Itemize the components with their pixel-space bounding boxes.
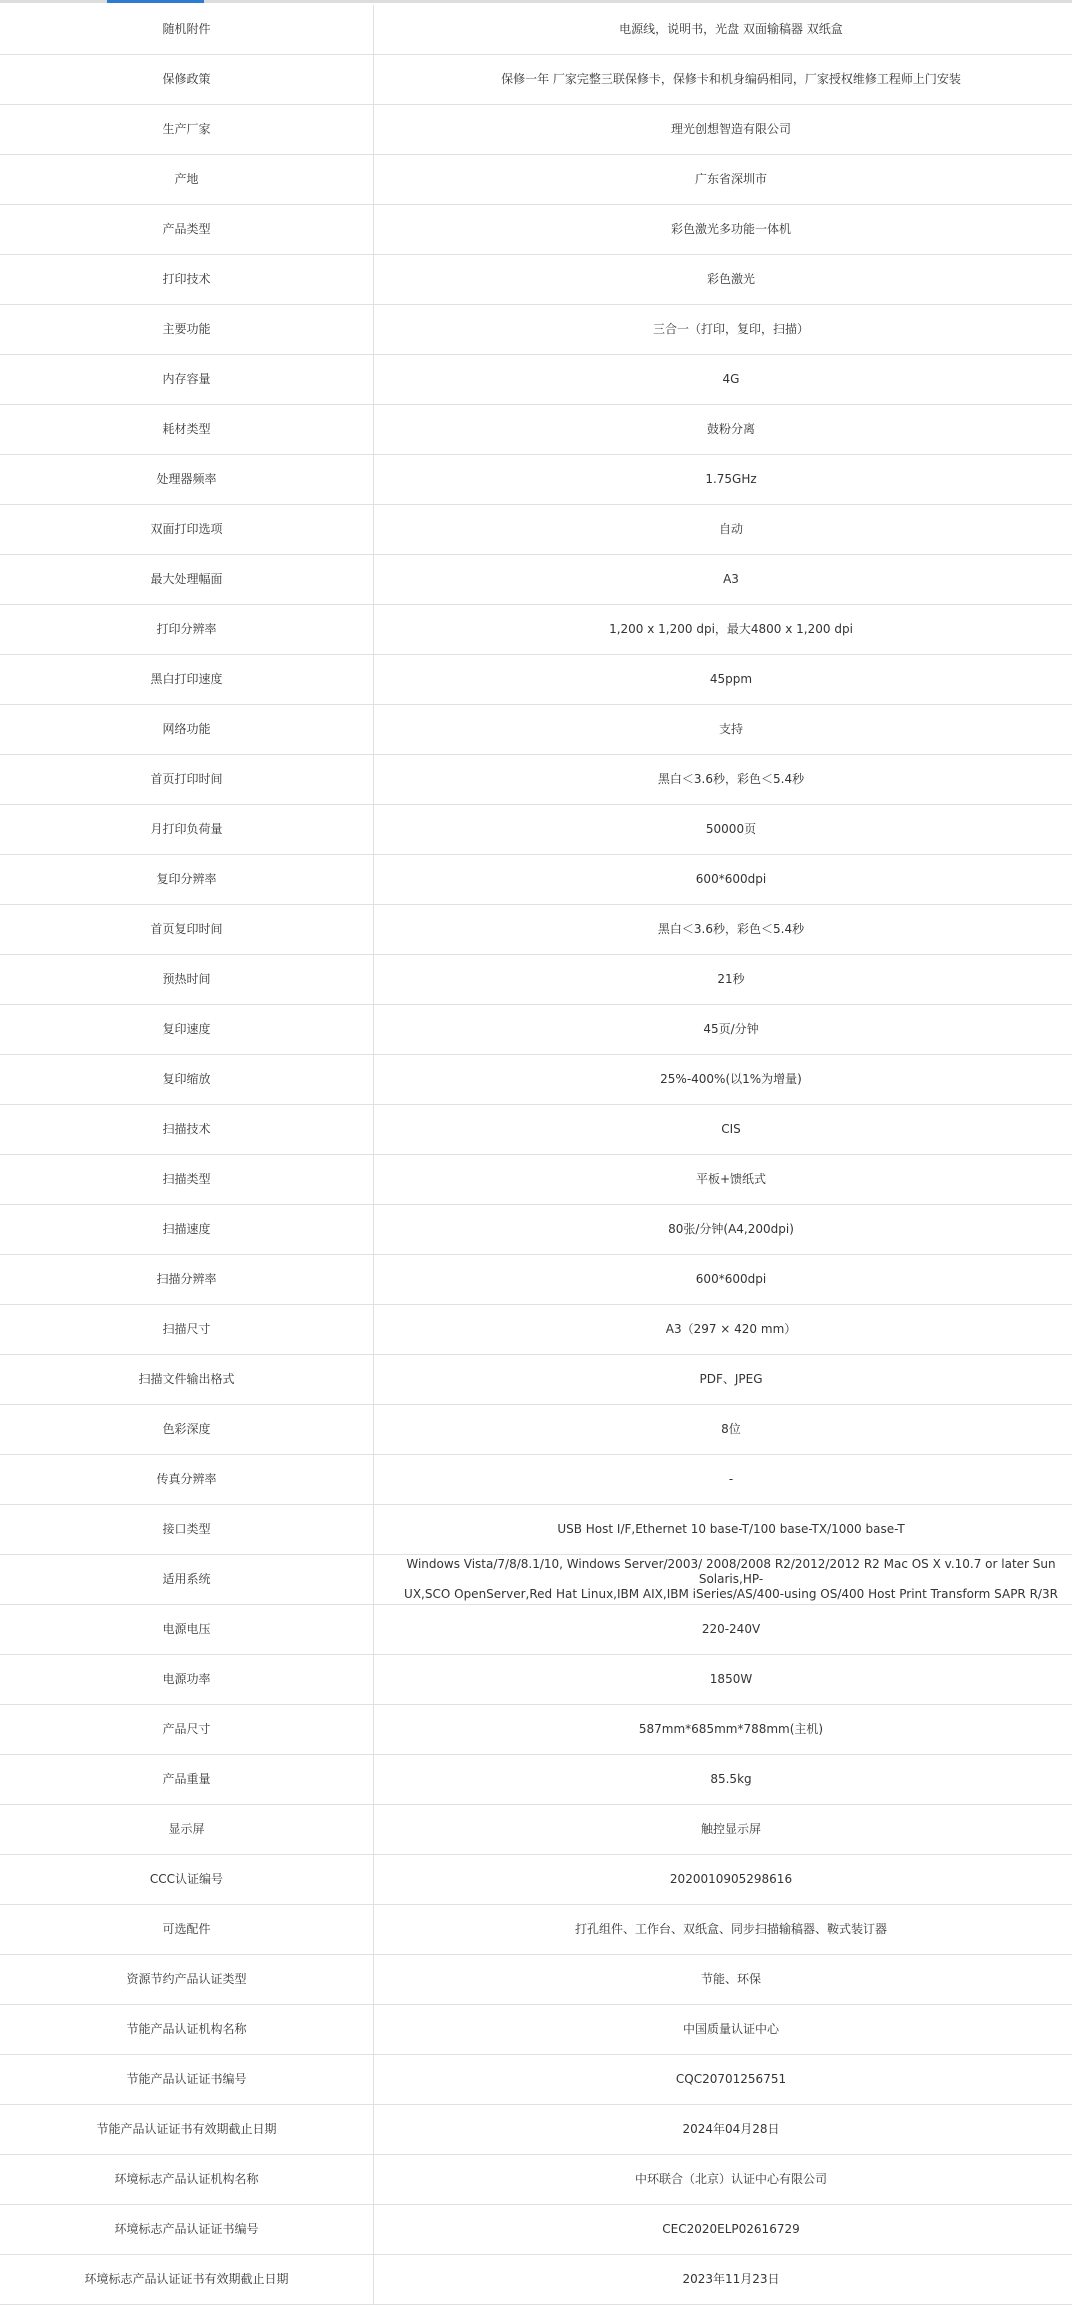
spec-row bbox=[0, 955, 1072, 1005]
spec-value: CIS bbox=[374, 1105, 1072, 1155]
spec-label: 内存容量 bbox=[0, 355, 374, 405]
spec-label: 保修政策 bbox=[0, 55, 374, 105]
spec-label: 首页复印时间 bbox=[0, 905, 374, 955]
spec-label: 复印分辨率 bbox=[0, 855, 374, 905]
spec-row bbox=[0, 1655, 1072, 1705]
spec-value: 600*600dpi bbox=[374, 855, 1072, 905]
spec-row bbox=[0, 905, 1072, 955]
spec-value: 2023年11月23日 bbox=[374, 2255, 1072, 2305]
spec-row bbox=[0, 405, 1072, 455]
spec-value: 45页/分钟 bbox=[374, 1005, 1072, 1055]
spec-label: 产品尺寸 bbox=[0, 1705, 374, 1755]
spec-value: CEC2020ELP02616729 bbox=[374, 2205, 1072, 2255]
spec-label: 复印缩放 bbox=[0, 1055, 374, 1105]
spec-value: 触控显示屏 bbox=[374, 1805, 1072, 1855]
spec-label: 打印分辨率 bbox=[0, 605, 374, 655]
spec-label: 电源功率 bbox=[0, 1655, 374, 1705]
spec-value: 45ppm bbox=[374, 655, 1072, 705]
spec-label: 接口类型 bbox=[0, 1505, 374, 1555]
spec-label: 扫描速度 bbox=[0, 1205, 374, 1255]
spec-row bbox=[0, 855, 1072, 905]
spec-label: 打印技术 bbox=[0, 255, 374, 305]
spec-row bbox=[0, 305, 1072, 355]
spec-label: 节能产品认证机构名称 bbox=[0, 2005, 374, 2055]
spec-label: 传真分辨率 bbox=[0, 1455, 374, 1505]
spec-label: 资源节约产品认证类型 bbox=[0, 1955, 374, 2005]
spec-value: 50000页 bbox=[374, 805, 1072, 855]
spec-label: 处理器频率 bbox=[0, 455, 374, 505]
spec-value: 平板+馈纸式 bbox=[374, 1155, 1072, 1205]
spec-row bbox=[0, 1355, 1072, 1405]
spec-value: 4G bbox=[374, 355, 1072, 405]
spec-value: 彩色激光 bbox=[374, 255, 1072, 305]
spec-row bbox=[0, 2055, 1072, 2105]
spec-row bbox=[0, 2255, 1072, 2305]
spec-label: 环境标志产品认证机构名称 bbox=[0, 2155, 374, 2205]
spec-label: 电源电压 bbox=[0, 1605, 374, 1655]
spec-row bbox=[0, 1905, 1072, 1955]
spec-row bbox=[0, 155, 1072, 205]
spec-label: 网络功能 bbox=[0, 705, 374, 755]
spec-value: A3（297 × 420 mm） bbox=[374, 1305, 1072, 1355]
spec-row bbox=[0, 655, 1072, 705]
spec-value: 黑白＜3.6秒，彩色＜5.4秒 bbox=[374, 905, 1072, 955]
spec-value: 1850W bbox=[374, 1655, 1072, 1705]
spec-value: 支持 bbox=[374, 705, 1072, 755]
spec-value: 1.75GHz bbox=[374, 455, 1072, 505]
spec-value: 85.5kg bbox=[374, 1755, 1072, 1805]
spec-row bbox=[0, 1455, 1072, 1505]
spec-label: 扫描尺寸 bbox=[0, 1305, 374, 1355]
spec-row bbox=[0, 505, 1072, 555]
spec-label: 主要功能 bbox=[0, 305, 374, 355]
spec-label: 最大处理幅面 bbox=[0, 555, 374, 605]
spec-label: 黑白打印速度 bbox=[0, 655, 374, 705]
spec-value: 中国质量认证中心 bbox=[374, 2005, 1072, 2055]
spec-value: 三合一（打印，复印，扫描） bbox=[374, 305, 1072, 355]
spec-label: 环境标志产品认证证书有效期截止日期 bbox=[0, 2255, 374, 2305]
spec-value: 电源线，说明书，光盘 双面输稿器 双纸盒 bbox=[374, 5, 1072, 55]
spec-table-body bbox=[0, 5, 1072, 2305]
spec-row bbox=[0, 205, 1072, 255]
spec-label: 生产厂家 bbox=[0, 105, 374, 155]
spec-value: 节能、环保 bbox=[374, 1955, 1072, 2005]
spec-value: 中环联合（北京）认证中心有限公司 bbox=[374, 2155, 1072, 2205]
spec-row bbox=[0, 1705, 1072, 1755]
spec-row bbox=[0, 1055, 1072, 1105]
spec-value: 21秒 bbox=[374, 955, 1072, 1005]
spec-label: 显示屏 bbox=[0, 1805, 374, 1855]
spec-value: CQC20701256751 bbox=[374, 2055, 1072, 2105]
spec-row bbox=[0, 805, 1072, 855]
spec-row bbox=[0, 1255, 1072, 1305]
spec-label: CCC认证编号 bbox=[0, 1855, 374, 1905]
spec-value: 广东省深圳市 bbox=[374, 155, 1072, 205]
spec-value: 鼓粉分离 bbox=[374, 405, 1072, 455]
spec-row bbox=[0, 1205, 1072, 1255]
spec-value: 2020010905298616 bbox=[374, 1855, 1072, 1905]
spec-label: 产地 bbox=[0, 155, 374, 205]
spec-row bbox=[0, 555, 1072, 605]
spec-row bbox=[0, 2005, 1072, 2055]
spec-label: 节能产品认证证书有效期截止日期 bbox=[0, 2105, 374, 2155]
spec-row bbox=[0, 1805, 1072, 1855]
spec-row bbox=[0, 1955, 1072, 2005]
spec-label: 扫描技术 bbox=[0, 1105, 374, 1155]
spec-value: 理光创想智造有限公司 bbox=[374, 105, 1072, 155]
spec-label: 复印速度 bbox=[0, 1005, 374, 1055]
spec-value: USB Host I/F,Ethernet 10 base-T/100 base-TX/1000 base-T bbox=[374, 1505, 1072, 1555]
spec-label: 随机附件 bbox=[0, 5, 374, 55]
spec-label: 环境标志产品认证证书编号 bbox=[0, 2205, 374, 2255]
spec-table bbox=[0, 5, 1072, 2305]
spec-label: 产品重量 bbox=[0, 1755, 374, 1805]
spec-value: 587mm*685mm*788mm(主机) bbox=[374, 1705, 1072, 1755]
spec-row bbox=[0, 55, 1072, 105]
spec-label: 可选配件 bbox=[0, 1905, 374, 1955]
spec-value: 8位 bbox=[374, 1405, 1072, 1455]
spec-label: 首页打印时间 bbox=[0, 755, 374, 805]
spec-label: 扫描分辨率 bbox=[0, 1255, 374, 1305]
spec-row bbox=[0, 1855, 1072, 1905]
spec-row bbox=[0, 355, 1072, 405]
spec-label: 色彩深度 bbox=[0, 1405, 374, 1455]
spec-row bbox=[0, 1005, 1072, 1055]
spec-value: 保修一年 厂家完整三联保修卡，保修卡和机身编码相同，厂家授权维修工程师上门安装 bbox=[374, 55, 1072, 105]
spec-value: 220-240V bbox=[374, 1605, 1072, 1655]
spec-label: 扫描类型 bbox=[0, 1155, 374, 1205]
spec-value: 打孔组件、工作台、双纸盒、同步扫描输稿器、鞍式装订器 bbox=[374, 1905, 1072, 1955]
spec-row bbox=[0, 2205, 1072, 2255]
spec-row bbox=[0, 5, 1072, 55]
spec-label: 耗材类型 bbox=[0, 405, 374, 455]
spec-row bbox=[0, 1505, 1072, 1555]
spec-value: 1,200 x 1,200 dpi，最大4800 x 1,200 dpi bbox=[374, 605, 1072, 655]
spec-value: A3 bbox=[374, 555, 1072, 605]
spec-row bbox=[0, 755, 1072, 805]
spec-value: 黑白＜3.6秒，彩色＜5.4秒 bbox=[374, 755, 1072, 805]
spec-value: 2024年04月28日 bbox=[374, 2105, 1072, 2155]
spec-row bbox=[0, 1105, 1072, 1155]
spec-row bbox=[0, 1555, 1072, 1605]
spec-row bbox=[0, 1605, 1072, 1655]
spec-value: 彩色激光多功能一体机 bbox=[374, 205, 1072, 255]
spec-value: 80张/分钟(A4,200dpi) bbox=[374, 1205, 1072, 1255]
spec-row bbox=[0, 1155, 1072, 1205]
spec-value: 600*600dpi bbox=[374, 1255, 1072, 1305]
spec-value: 25%-400%(以1%为增量) bbox=[374, 1055, 1072, 1105]
spec-value: PDF、JPEG bbox=[374, 1355, 1072, 1405]
spec-value: Windows Vista/7/8/8.1/10, Windows Server/2003/ 2008/2008 R2/2012/2012 R2 Mac OS X v.10.7 or later Sun Solaris,HP- UX,SCO OpenServer,Red Hat Linux,IBM AIX,IBM iSeries/AS/400-using OS/400 Host Print Transform SAPR R/3R bbox=[374, 1555, 1072, 1605]
spec-row bbox=[0, 2105, 1072, 2155]
spec-row bbox=[0, 2155, 1072, 2205]
spec-label: 产品类型 bbox=[0, 205, 374, 255]
spec-label: 节能产品认证证书编号 bbox=[0, 2055, 374, 2105]
spec-label: 双面打印选项 bbox=[0, 505, 374, 555]
spec-value: 自动 bbox=[374, 505, 1072, 555]
spec-row bbox=[0, 1405, 1072, 1455]
spec-row bbox=[0, 1755, 1072, 1805]
spec-value: - bbox=[374, 1455, 1072, 1505]
spec-row bbox=[0, 105, 1072, 155]
active-tab-indicator bbox=[107, 0, 204, 3]
spec-row bbox=[0, 255, 1072, 305]
spec-row bbox=[0, 605, 1072, 655]
spec-label: 预热时间 bbox=[0, 955, 374, 1005]
spec-row bbox=[0, 705, 1072, 755]
spec-row bbox=[0, 1305, 1072, 1355]
spec-label: 扫描文件输出格式 bbox=[0, 1355, 374, 1405]
spec-label: 月打印负荷量 bbox=[0, 805, 374, 855]
spec-row bbox=[0, 455, 1072, 505]
spec-label: 适用系统 bbox=[0, 1555, 374, 1605]
